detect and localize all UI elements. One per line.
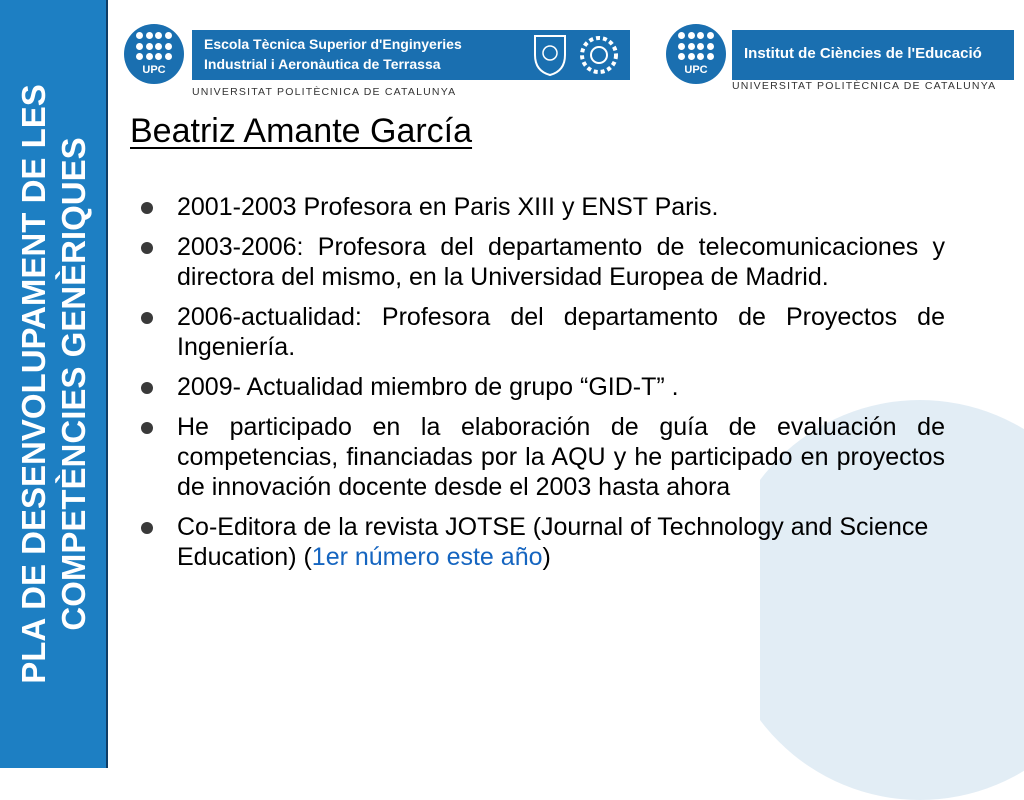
bullet-dot-icon [141,242,153,254]
etseiat-banner-line1: Escola Tècnica Superior d'Enginyeries [204,36,462,52]
bullet-text: 2003-2006: Profesora del departamento de telecomunicaciones y directora del mismo, en la Universidad Europea de Madrid. [177,233,945,291]
etseiat-caption: UNIVERSITAT POLITÈCNICA DE CATALUNYA [192,86,457,98]
upc-logo-icon-right [666,24,726,84]
crest-icon [532,33,568,77]
sidebar-banner [0,0,108,768]
bullet-item [140,412,945,502]
bullet-dot-icon [141,382,153,394]
upc-label-right: UPC [684,64,708,76]
sidebar-title [14,14,94,754]
bullet-text: 2001-2003 Profesora en Paris XIII y ENST Paris. [177,193,719,221]
bullet-text: He participado en la elaboración de guía de evaluación de competencias, financiadas por la AQU y he participado en proyectos de innovación docente desde el 2003 hasta ahora [177,413,945,501]
upc-label: UPC [142,64,166,76]
etseiat-logo [120,24,630,102]
bullet-item [140,372,945,402]
sidebar-title-line1: PLA DE DESENVOLUPAMENT DE LES [15,84,52,684]
bullet-item [140,192,945,222]
ice-banner [732,30,1014,80]
bullet-dot-icon [141,202,153,214]
bullet-list [140,192,945,582]
bullet-item [140,512,945,572]
bullet-dot-icon [141,422,153,434]
bullet-item [140,232,945,292]
bullet-dot-icon [141,522,153,534]
ice-banner-text: Institut de Ciències de l'Educació [744,45,982,62]
slide-title: Beatriz Amante García [130,112,473,150]
bullet-dot-icon [141,312,153,324]
first-issue-link[interactable]: 1er número este año [311,543,543,571]
ice-caption: UNIVERSITAT POLITÈCNICA DE CATALUNYA [732,80,997,92]
bullet-text: 2009- Actualidad miembro de grupo “GID-T” . [177,373,679,401]
bullet-text: Co-Editora de la revista JOTSE (Journal of Technology and Science Education) ( [177,513,929,571]
gear-emblem-icon [577,33,621,77]
etseiat-banner-line2: Industrial i Aeronàutica de Terrassa [204,56,441,72]
etseiat-banner [192,30,630,80]
bullet-text: 2006-actualidad: Profesora del departamento de Proyectos de Ingeniería. [177,303,945,361]
upc-logo-icon [124,24,184,84]
bullet-item [140,302,945,362]
sidebar-title-line2: COMPETÈNCIES GENÈRIQUES [55,137,92,631]
ice-logo [662,24,1014,102]
bullet-text-end: ) [542,543,551,571]
